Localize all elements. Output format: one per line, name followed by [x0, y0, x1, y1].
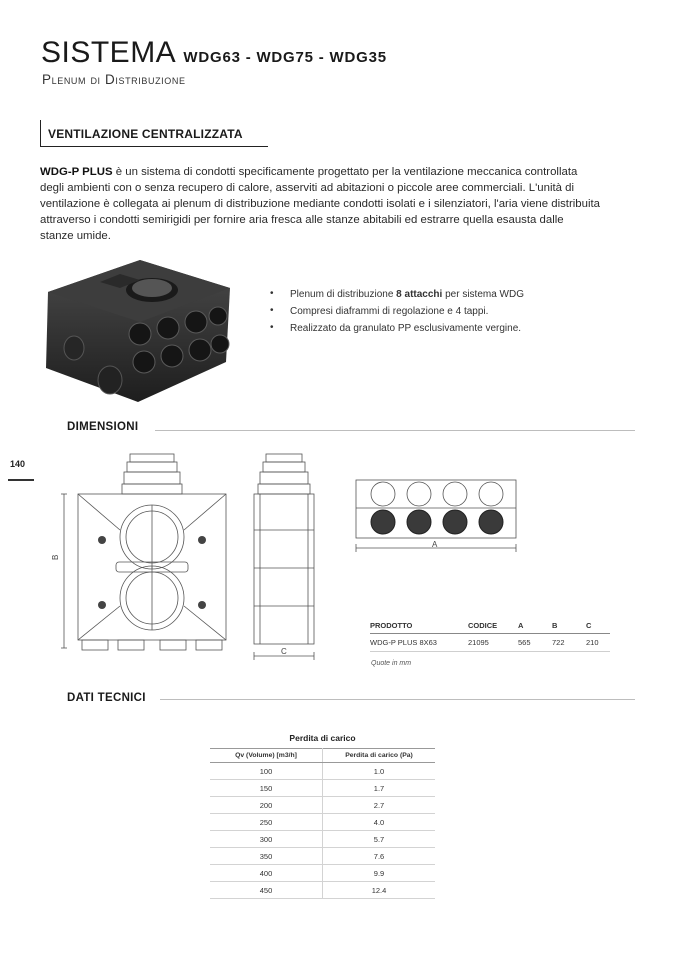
- col-header: A: [518, 618, 552, 634]
- table-row: [370, 634, 610, 652]
- table-cell: 1.7: [323, 780, 436, 797]
- feature-item: [270, 289, 620, 306]
- table-row: [210, 797, 435, 814]
- page-marker: [8, 479, 34, 481]
- section-divider: [155, 430, 635, 431]
- table-cell: 5.7: [323, 831, 436, 848]
- table-cell: 450: [210, 882, 323, 899]
- section-divider: [160, 699, 635, 700]
- table-cell: 565: [518, 634, 552, 652]
- table-cell: 9.9: [323, 865, 436, 882]
- table-cell: 400: [210, 865, 323, 882]
- section-heading-text: VENTILAZIONE CENTRALIZZATA: [48, 127, 243, 141]
- front-view-drawing: [51, 450, 240, 665]
- table-cell: 200: [210, 797, 323, 814]
- title-models: WDG63 - WDG75 - WDG35: [183, 49, 387, 66]
- table-cell: 7.6: [323, 848, 436, 865]
- page-number: 140: [10, 459, 26, 469]
- product-name: WDG-P PLUS: [40, 166, 113, 178]
- product-photo: [40, 252, 236, 410]
- section-heading-dati-tecnici: DATI TECNICI: [67, 692, 146, 704]
- table-cell: 722: [552, 634, 586, 652]
- col-header: Qv (Volume) [m3/h]: [210, 749, 323, 763]
- table-cell: 2.7: [323, 797, 436, 814]
- dimension-label-b: B: [51, 554, 60, 560]
- feature-list: [270, 289, 620, 340]
- page-subtitle: Plenum di Distribuzione: [42, 72, 186, 87]
- feature-item: • Realizzato da granulato PP esclusivamente vergine.: [270, 323, 620, 340]
- dimension-label-c: C: [281, 647, 287, 656]
- table-header-row: [370, 618, 610, 634]
- dimensions-note: Quote in mm: [371, 660, 412, 667]
- col-header: CODICE: [468, 618, 518, 634]
- intro-text: è un sistema di condotti specificamente progettato per la ventilazione meccanica controllata degli ambienti con o senza recupero di calore, asserviti ad abitazioni o piccole aree commerciali. L'unità di ventilazione è collegata ai plenum di distribuzione mediante condotti isolati e i silenziatori, l'aria viene distribuita attraverso i condotti semirigidi per fornire aria fresca alle stanze abitabili ed estrarre quella esausta dalle stanze umide.: [40, 166, 600, 242]
- table-cell: 250: [210, 814, 323, 831]
- page-title: [41, 36, 387, 70]
- table-row: [210, 831, 435, 848]
- table-cell: 100: [210, 763, 323, 780]
- pressure-drop-table: [210, 748, 435, 899]
- table-header-row: [210, 749, 435, 763]
- section-heading-ventilazione: [40, 120, 268, 147]
- table-cell: 210: [586, 634, 610, 652]
- table-cell: 12.4: [323, 882, 436, 899]
- section-heading-dimensioni: DIMENSIONI: [67, 421, 139, 433]
- side-view-drawing: [246, 450, 322, 665]
- table-cell: 150: [210, 780, 323, 797]
- table-cell: 4.0: [323, 814, 436, 831]
- table-row: [210, 780, 435, 797]
- table-cell: WDG-P PLUS 8X63: [370, 634, 468, 652]
- table-row: [210, 882, 435, 899]
- col-header: Perdita di carico (Pa): [323, 749, 436, 763]
- top-view-drawing: [352, 474, 520, 554]
- feature-item: • Compresi diaframmi di regolazione e 4 tappi.: [270, 306, 620, 323]
- table-row: [210, 848, 435, 865]
- pressure-table-caption: Perdita di carico: [289, 733, 356, 743]
- table-row: [210, 865, 435, 882]
- table-row: [210, 763, 435, 780]
- table-row: [210, 814, 435, 831]
- title-word: SISTEMA: [41, 36, 175, 69]
- dimension-label-a: A: [432, 540, 438, 549]
- table-cell: 300: [210, 831, 323, 848]
- col-header: PRODOTTO: [370, 618, 468, 634]
- intro-paragraph: [40, 164, 600, 244]
- col-header: C: [586, 618, 610, 634]
- dimensions-table: [370, 618, 610, 652]
- table-cell: 1.0: [323, 763, 436, 780]
- feature-text: Plenum di distribuzione: [290, 289, 397, 300]
- col-header: B: [552, 618, 586, 634]
- table-cell: 350: [210, 848, 323, 865]
- feature-highlight: 8 attacchi: [396, 289, 443, 300]
- table-cell: 21095: [468, 634, 518, 652]
- feature-text: per sistema WDG: [442, 289, 524, 300]
